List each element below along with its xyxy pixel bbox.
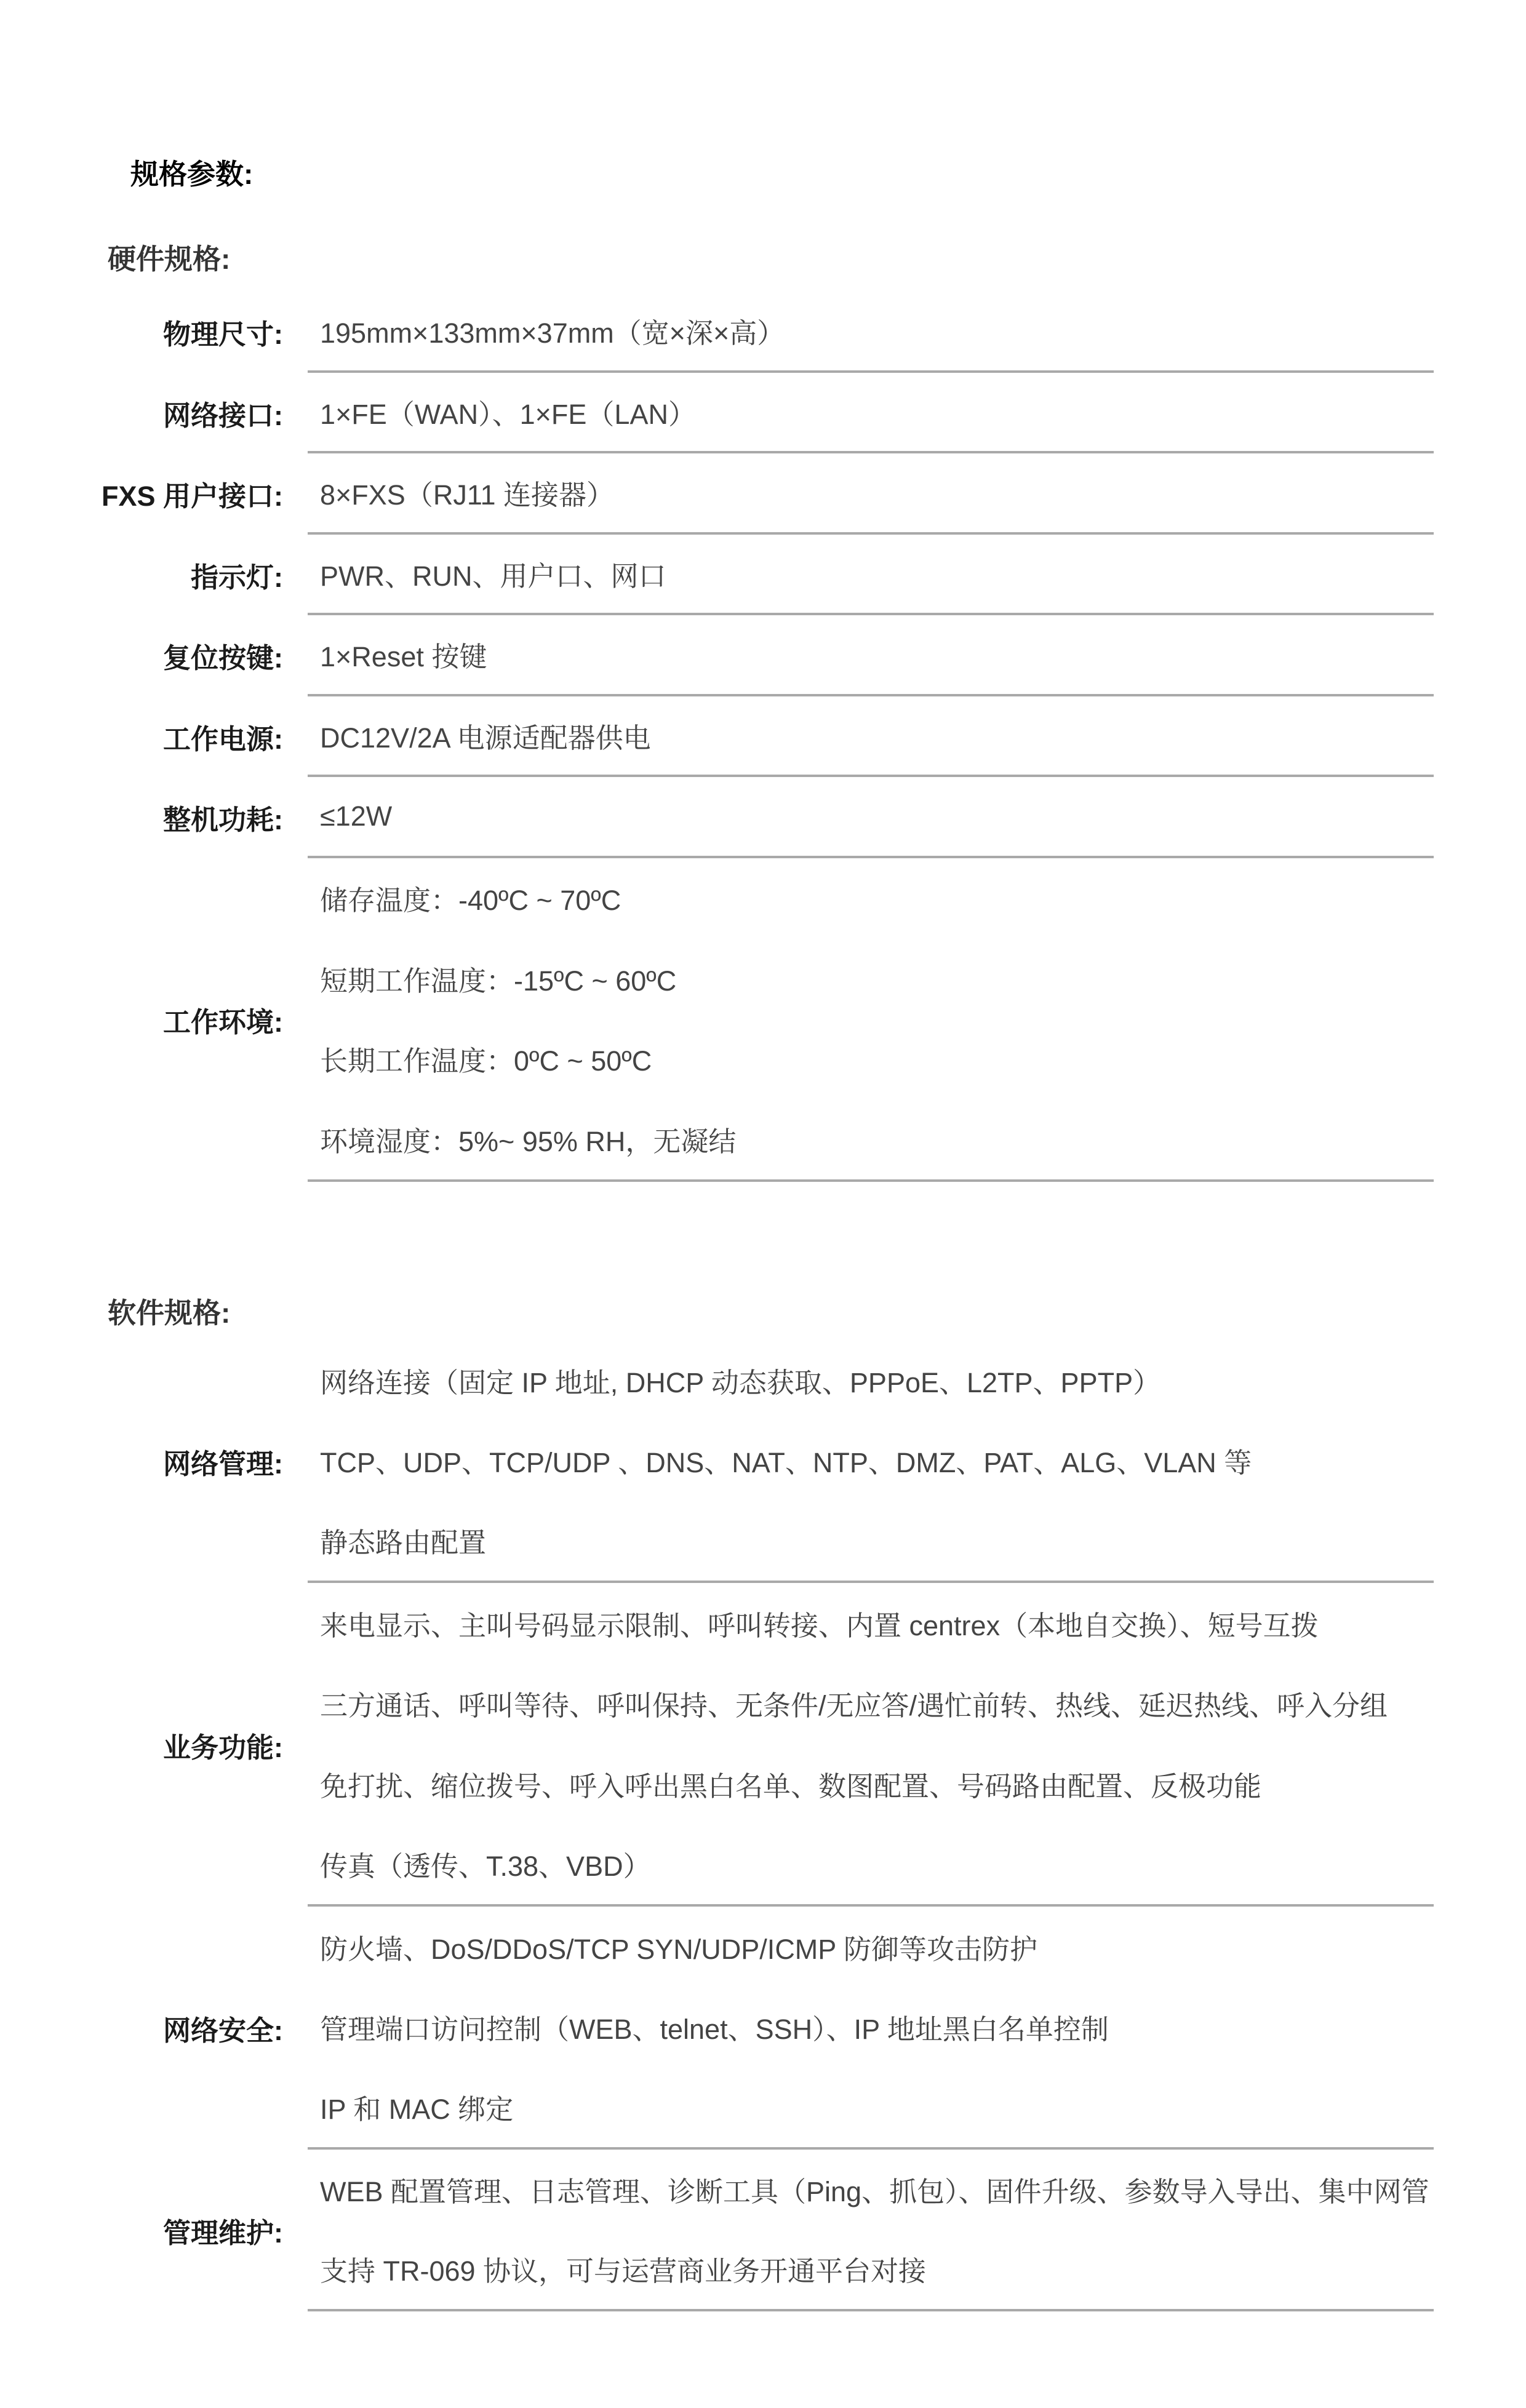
spec-row-label: 工作电源: <box>163 723 283 755</box>
spec-value-line: PWR、RUN、用户口、网口 <box>320 560 666 592</box>
spec-table <box>0 292 1526 1182</box>
spec-value-line: 免打扰、缩位拨号、呼入呼出黑白名单、数图配置、号码路由配置、反极功能 <box>320 1770 1262 1802</box>
spec-value-line: 防火墙、DoS/DDoS/TCP SYN/UDP/ICMP 防御等攻击防护 <box>320 1933 1038 1965</box>
spec-value-line: TCP、UDP、TCP/UDP 、DNS、NAT、NTP、DMZ、PAT、ALG、VLAN 等 <box>320 1447 1252 1479</box>
spec-row <box>0 777 1526 858</box>
spec-value-line: ≤12W <box>320 800 393 832</box>
spec-value-line: 储存温度：-40ºC ~ 70ºC <box>320 885 621 917</box>
spec-row-label: 复位按键: <box>163 642 283 674</box>
spec-value-line: 网络连接（固定 IP 地址, DHCP 动态获取、PPPoE、L2TP、PPTP） <box>320 1367 1161 1399</box>
spec-sections <box>0 242 1526 2311</box>
spec-value-line: 短期工作温度：-15ºC ~ 60ºC <box>320 965 677 997</box>
page-title: 规格参数: <box>130 158 254 190</box>
spec-value-line: IP 和 MAC 绑定 <box>320 2093 514 2125</box>
spec-section <box>0 242 1526 1182</box>
spec-value-line: 来电显示、主叫号码显示限制、呼叫转接、内置 centrex（本地自交换）、短号互拨 <box>320 1609 1319 1641</box>
spec-row <box>0 696 1526 778</box>
spec-table <box>0 1341 1526 2311</box>
spec-row-label: 物理尺寸: <box>163 319 283 351</box>
spec-row-label: 网络安全: <box>163 2014 283 2046</box>
spec-row <box>0 2150 1526 2311</box>
section-heading: 硬件规格: <box>108 243 231 275</box>
spec-value-line: 1×FE（WAN）、1×FE（LAN） <box>320 398 696 430</box>
spec-values <box>308 696 1434 778</box>
spec-value-line: 1×Reset 按键 <box>320 641 487 673</box>
spec-value-line: 长期工作温度：0ºC ~ 50ºC <box>320 1045 652 1077</box>
spec-row-label: 网络接口: <box>163 399 283 431</box>
spec-values <box>308 1341 1434 1584</box>
spec-values <box>308 2150 1434 2311</box>
section-heading: 软件规格: <box>108 1296 231 1329</box>
spec-value-line: 环境湿度：5%~ 95% RH，无凝结 <box>320 1125 737 1157</box>
spec-row <box>0 453 1526 535</box>
spec-values <box>308 535 1434 616</box>
spec-value-line: 管理端口访问控制（WEB、telnet、SSH）、IP 地址黑白名单控制 <box>320 2013 1109 2045</box>
spec-row <box>0 373 1526 454</box>
spec-values <box>308 858 1434 1182</box>
spec-row-label: 整机功耗: <box>163 804 283 836</box>
spec-row-label: 业务功能: <box>163 1731 283 1763</box>
spec-row-label: 网络管理: <box>163 1448 283 1480</box>
spec-values <box>308 1907 1434 2150</box>
spec-values <box>308 453 1434 535</box>
spec-value-line: 支持 TR-069 协议，可与运营商业务开通平台对接 <box>320 2255 927 2287</box>
spec-row <box>0 535 1526 616</box>
spec-row-label: 管理维护: <box>163 2217 283 2249</box>
spec-values <box>308 777 1434 858</box>
spec-value-line: 三方通话、呼叫等待、呼叫保持、无条件/无应答/遇忙前转、热线、延迟热线、呼入分组 <box>320 1690 1388 1722</box>
spec-value-line: 195mm×133mm×37mm（宽×深×高） <box>320 317 785 349</box>
spec-value-line: 静态路由配置 <box>320 1527 487 1559</box>
spec-section <box>0 1296 1526 2311</box>
spec-row <box>0 1907 1526 2150</box>
spec-row <box>0 858 1526 1182</box>
spec-values <box>308 615 1434 696</box>
spec-values <box>308 373 1434 454</box>
spec-values <box>308 1583 1434 1907</box>
spec-value-line: 8×FXS（RJ11 连接器） <box>320 479 615 511</box>
spec-row-label: 工作环境: <box>163 1007 283 1038</box>
spec-row <box>0 1341 1526 1584</box>
spec-row <box>0 1583 1526 1907</box>
spec-values <box>308 292 1434 373</box>
spec-row <box>0 615 1526 696</box>
spec-value-line: DC12V/2A 电源适配器供电 <box>320 722 651 754</box>
spec-row-label: 指示灯: <box>191 561 283 593</box>
spec-row-label: FXS 用户接口: <box>101 480 283 512</box>
spec-row <box>0 292 1526 373</box>
spec-value-line: 传真（透传、T.38、VBD） <box>320 1851 651 1883</box>
spec-value-line: WEB 配置管理、日志管理、诊断工具（Ping、抓包）、固件升级、参数导入导出、集中网管 <box>320 2175 1429 2207</box>
